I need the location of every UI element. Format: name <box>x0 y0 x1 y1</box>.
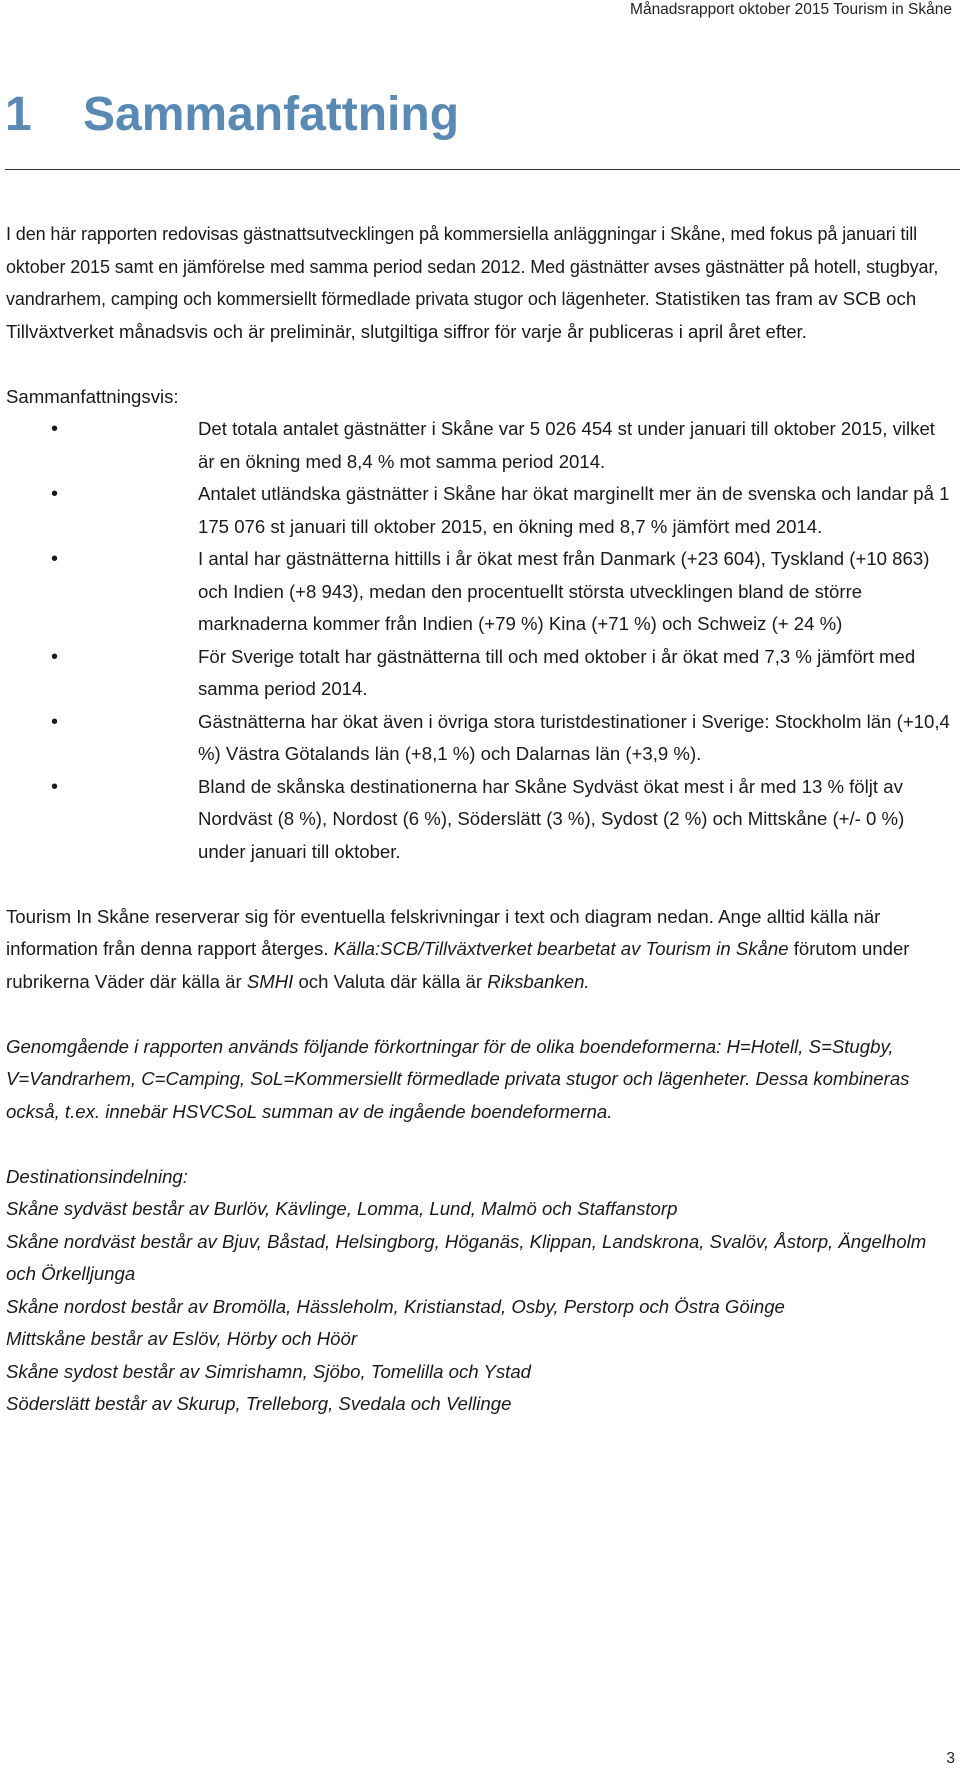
abbreviations-paragraph: Genomgående i rapporten används följande förkortningar för de olika boendeformerna: H=Hotell, S=Stugby, V=Vandrarhem, C=Camping, SoL=Kommersiellt förmedlade privata stugor och lägenheter. Dessa kombineras också, t.ex. innebär HSVCSoL summan av de ingående boendeformerna. <box>6 1035 910 1122</box>
bullet-icon: • <box>51 645 59 668</box>
summary-item <box>6 478 952 543</box>
summary-item-text: För Sverige totalt har gästnätterna till och med oktober i år ökat med 7,3 % jämfört med samma period 2014. <box>198 645 916 699</box>
summary-item-text: I antal har gästnätterna hittills i år ökat mest från Danmark (+23 604), Tyskland (+10 863) och Indien (+8 943), medan den procentuellt största utvecklingen bland de större marknaderna kommer från Indien (+79 %) Kina (+71 %) och Schweiz (+ 24 %) <box>198 548 930 634</box>
disclaimer-text: Tourism In Skåne reserverar sig för eventuella felskrivningar i text och diagram nedan. Ange alltid källa när information från denna rapport återges. <box>6 905 881 959</box>
destination-line: Skåne nordost består av Bromölla, Hässleholm, Kristianstad, Osby, Perstorp och Östra Göinge <box>6 1295 785 1317</box>
intro-text-1: I den här rapporten redovisas gästnattsutvecklingen på kommersiella anläggningar i Skåne, med fokus på januari till oktober 2015 samt en jämförelse med samma period sedan 2012. Med gästnätter avses gästnätter på hotell, stugbyar, vandrarhem, camping och kommersiellt förmedlade privata stugor och lägenheter. <box>6 224 939 309</box>
summary-item-text: Antalet utländska gästnätter i Skåne har ökat marginellt mer än de svenska och landar på 1 175 076 st januari till oktober 2015, en ökning med 8,7 % jämfört med 2014. <box>198 483 950 537</box>
section-number: 1 <box>5 88 32 141</box>
bullet-icon: • <box>51 483 59 505</box>
disclaimer-text-2: förutom under rubrikerna Väder där källa är <box>6 938 910 992</box>
riksbanken-source: Riksbanken. <box>487 970 590 992</box>
destinations-title: Destinationsindelning: <box>6 1165 188 1187</box>
destination-line: Skåne sydost består av Simrishamn, Sjöbo, Tomelilla och Ystad <box>6 1360 532 1382</box>
summary-list <box>6 413 952 868</box>
intro-paragraph <box>6 218 952 348</box>
summary-item <box>6 771 952 869</box>
summary-item <box>6 413 952 478</box>
main-content <box>6 218 952 1421</box>
destination-line: Mittskåne består av Eslöv, Hörby och Höör <box>6 1328 358 1349</box>
source-text: Källa:SCB/Tillväxtverket bearbetat av Tourism in Skåne <box>333 938 789 959</box>
destination-line: Skåne sydväst består av Burlöv, Kävlinge, Lomma, Lund, Malmö och Staffanstorp <box>6 1198 678 1219</box>
running-header: Månadsrapport oktober 2015 Tourism in Skåne <box>630 1 952 18</box>
smhi-source: SMHI <box>246 970 294 992</box>
page-number: 3 <box>946 1750 955 1767</box>
section-heading <box>5 86 960 170</box>
bullet-icon: • <box>51 548 59 570</box>
summary-item-text: Bland de skånska destinationerna har Skåne Sydväst ökat mest i år med 13 % följt av Nordväst (8 %), Nordost (6 %), Söderslätt (3 %), Sydost (2 %) och Mittskåne (+/- 0 %) under januari till oktober. <box>198 775 905 862</box>
bullet-icon: • <box>51 710 59 733</box>
summary-label: Sammanfattningsvis: <box>6 385 179 407</box>
summary-item <box>6 543 952 641</box>
disclaimer-paragraph <box>6 901 952 999</box>
bullet-icon: • <box>51 418 59 440</box>
destination-line: Skåne nordväst består av Bjuv, Båstad, Helsingborg, Höganäs, Klippan, Landskrona, Svalöv, Åstorp, Ängelholm och Örkelljunga <box>6 1230 927 1284</box>
summary-item-text: Gästnätterna har ökat även i övriga stora turistdestinationer i Sverige: Stockholm län (+10,4 %) Västra Götalands län (+8,1 %) och Dalarnas län (+3,9 %). <box>198 710 950 764</box>
intro-text-2: Statistiken tas fram av SCB och Tillväxtverket månadsvis och är preliminär, slutgiltiga siffror för varje år publiceras i april året efter. <box>6 288 917 342</box>
summary-item <box>6 706 952 771</box>
section-title: Sammanfattning <box>83 88 460 141</box>
disclaimer-text-3: och Valuta där källa är <box>293 970 488 992</box>
bullet-icon: • <box>51 775 59 798</box>
summary-item-text: Det totala antalet gästnätter i Skåne var 5 026 454 st under januari till oktober 2015, vilket är en ökning med 8,4 % mot samma period 2014. <box>198 418 935 472</box>
summary-item <box>6 641 952 706</box>
destination-line: Söderslätt består av Skurup, Trelleborg, Svedala och Vellinge <box>6 1393 512 1414</box>
